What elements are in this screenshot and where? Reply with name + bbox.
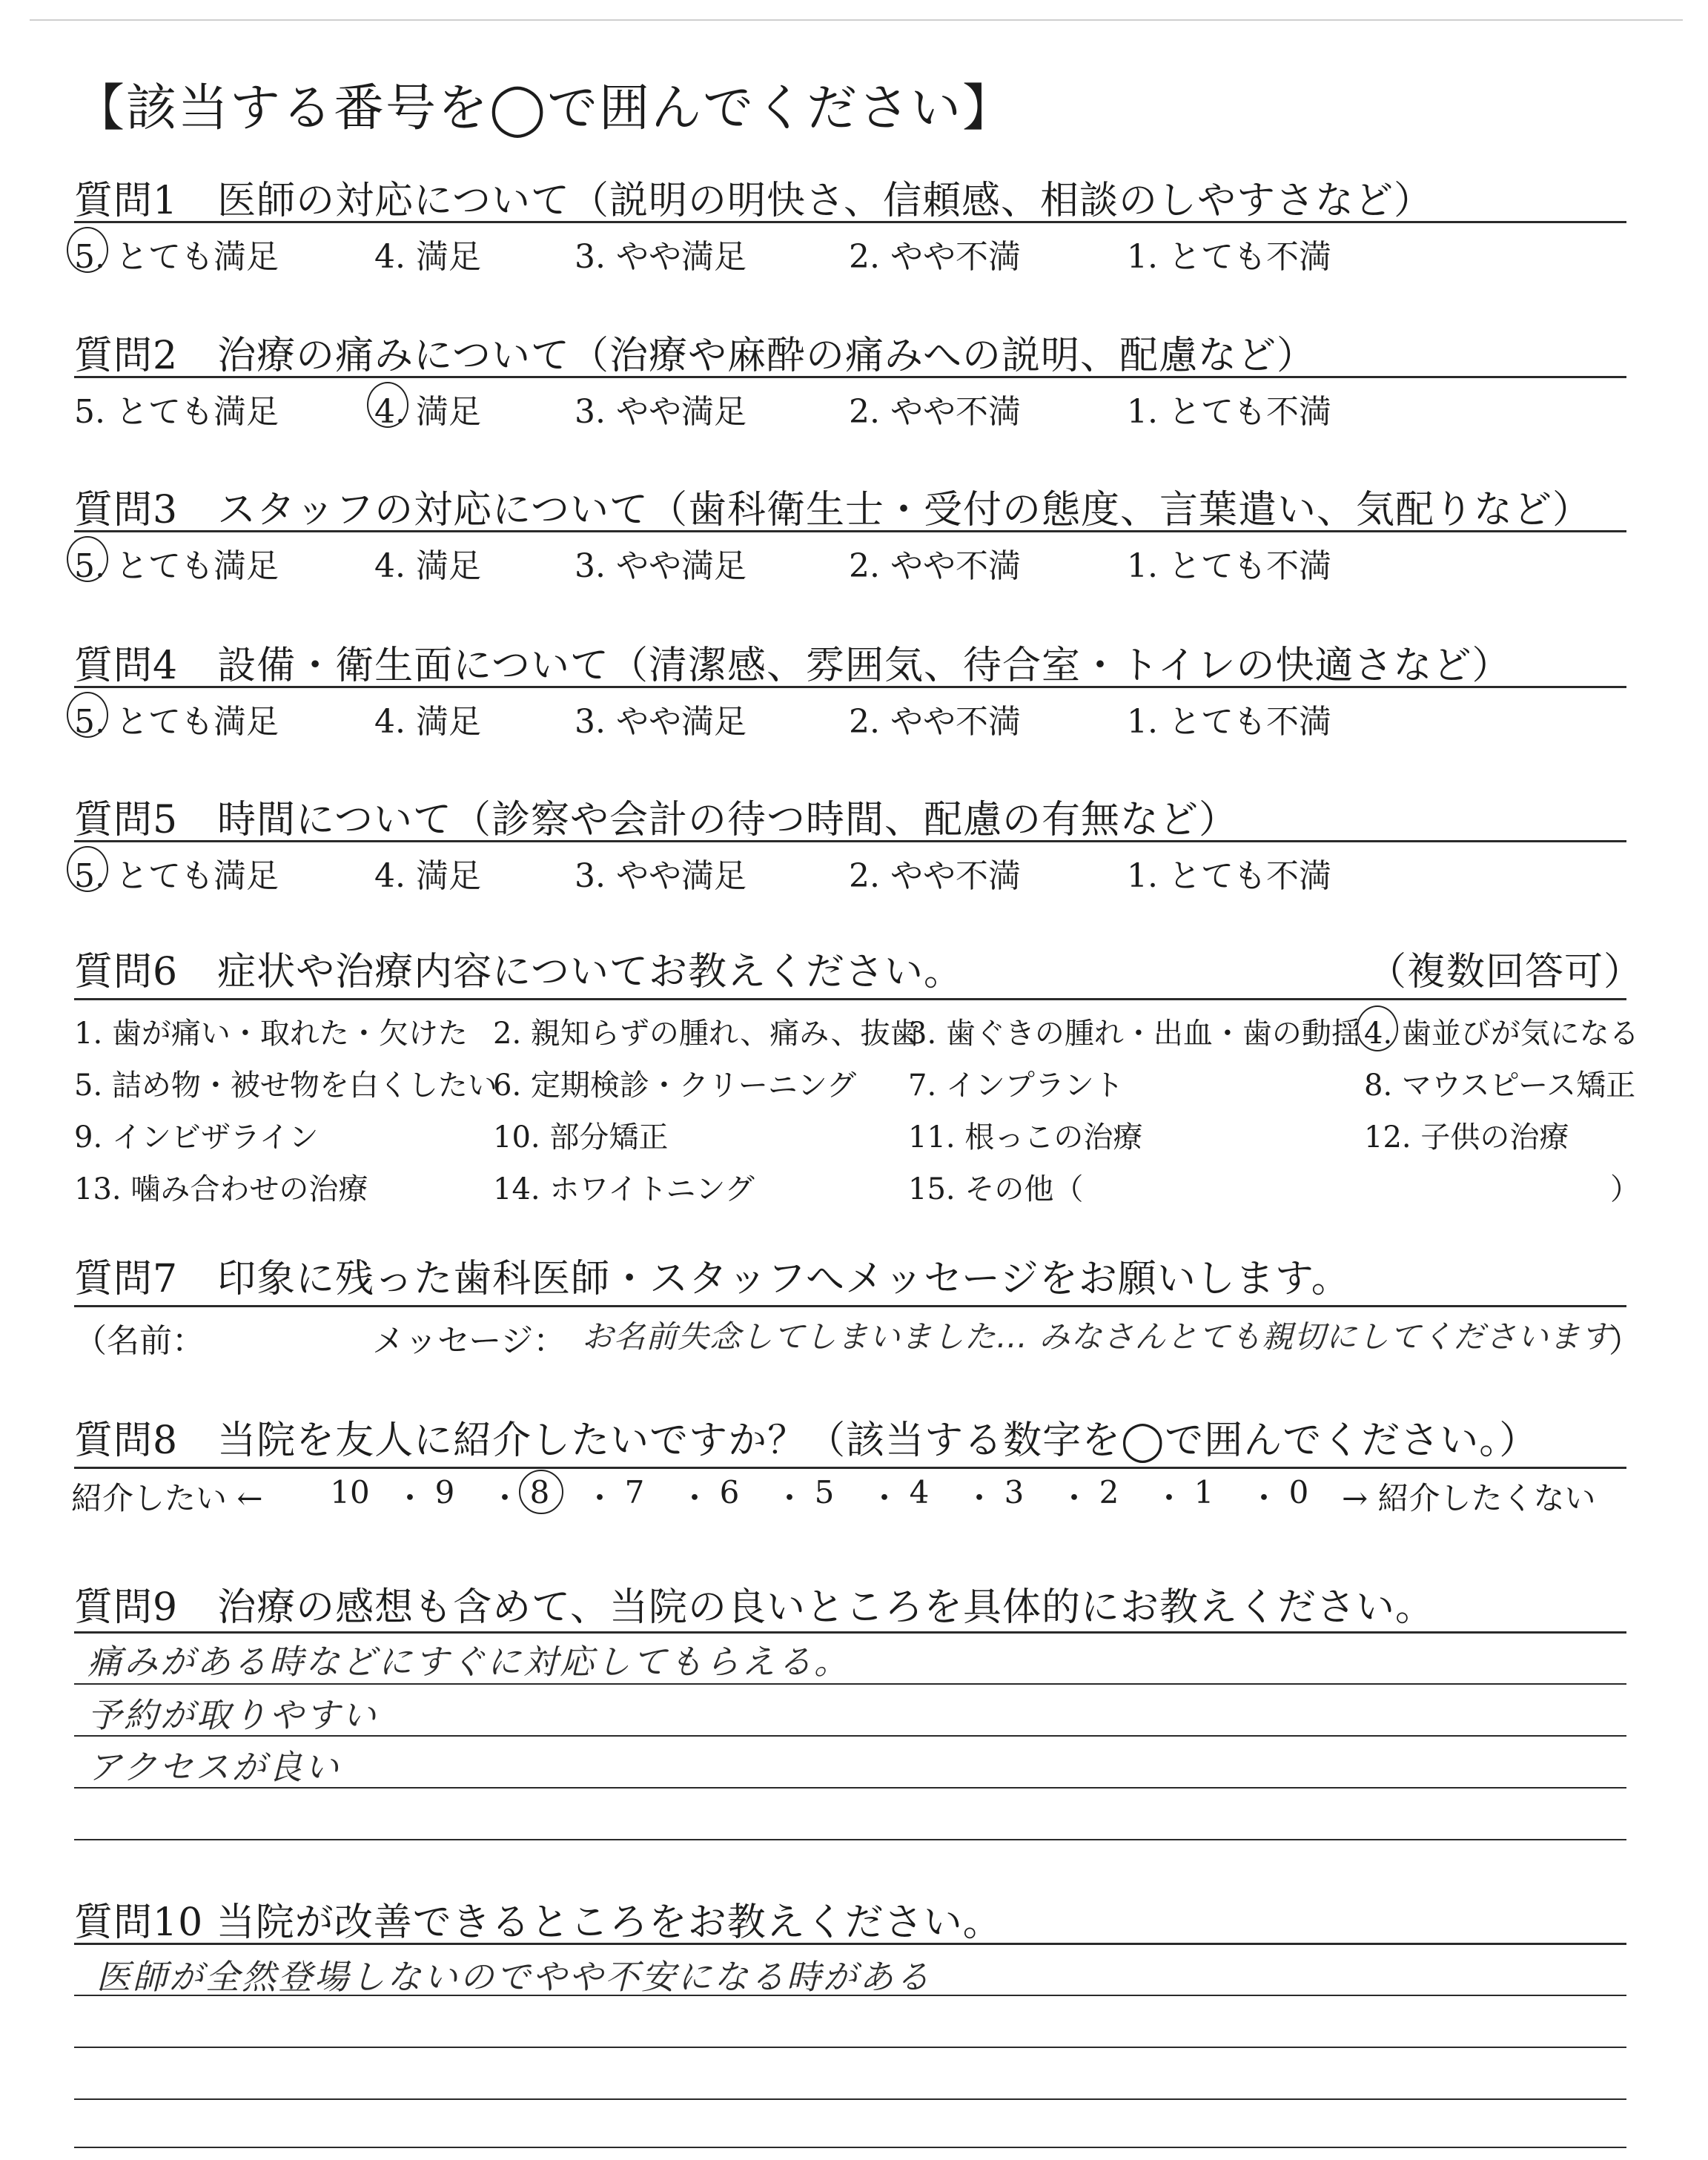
q9-line	[74, 1839, 1626, 1840]
q6-other-close: ）	[1610, 1172, 1640, 1206]
q5-option-3: 3. やや満足	[575, 857, 747, 895]
q3-option-2: 2. やや不満	[849, 547, 1021, 585]
q8-left-label: 紹介したい ←	[71, 1480, 263, 1516]
q8-scale-dot: ・	[584, 1480, 616, 1516]
q9-answer-line-3: アクセスが良い	[87, 1747, 341, 1787]
q5-rule	[74, 840, 1626, 842]
q7-rule	[74, 1305, 1626, 1307]
q6-rule	[74, 998, 1626, 1000]
q8-right-label: → 紹介したくない	[1342, 1480, 1596, 1516]
q8-scale-5: 5	[814, 1474, 835, 1510]
q4-option-5: 5. とても満足	[74, 703, 279, 741]
q8-scale-dot: ・	[679, 1480, 711, 1516]
q8-scale-7: 7	[624, 1474, 645, 1510]
q9-answer-line-1: 痛みがある時などにすぐに対応してもらえる。	[87, 1642, 850, 1682]
q3-rule	[74, 530, 1626, 532]
q1-option-3: 3. やや満足	[575, 238, 747, 276]
q2-option-4: 4. 満足	[374, 393, 481, 431]
q5-title: 質問5 時間について（診察や会計の待つ時間、配慮の有無など）	[74, 798, 1239, 842]
q10-rule	[74, 1943, 1626, 1945]
q6-item-7: 7. インプラント	[908, 1069, 1124, 1103]
q8-scale-dot: ・	[1248, 1480, 1280, 1516]
q3-selected-circle	[67, 536, 108, 582]
q6-item-5: 5. 詰め物・被せ物を白くしたい	[74, 1069, 497, 1103]
q7-title: 質問7 印象に残った歯科医師・スタッフへメッセージをお願いします。	[74, 1257, 1351, 1301]
q9-rule	[74, 1631, 1626, 1634]
form-instruction-header: 【該当する番号を◯で囲んでください】	[74, 79, 1015, 138]
q3-option-5: 5. とても満足	[74, 547, 279, 585]
q1-option-1: 1. とても不満	[1127, 238, 1331, 276]
q1-rule	[74, 221, 1626, 223]
q8-title: 質問8 当院を友人に紹介したいですか？（該当する数字を◯で囲んでください。）	[74, 1418, 1539, 1463]
q3-title: 質問3 スタッフの対応について（歯科衛生士・受付の態度、言葉遣い、気配りなど）	[74, 488, 1592, 532]
q8-scale-dot: ・	[489, 1480, 521, 1516]
q8-scale-dot: ・	[1153, 1480, 1185, 1516]
q6-item-13: 13. 噛み合わせの治療	[74, 1172, 368, 1206]
q6-item-2: 2. 親知らずの腫れ、痛み、抜歯	[493, 1017, 920, 1051]
q4-rule	[74, 686, 1626, 688]
q8-scale-9: 9	[434, 1474, 455, 1510]
q6-item-14: 14. ホワイトニング	[493, 1172, 755, 1206]
q10-line	[74, 2147, 1626, 2148]
q8-scale-2: 2	[1099, 1474, 1119, 1510]
q5-option-5: 5. とても満足	[74, 857, 279, 895]
q7-message-text: お名前失念してしまいました… みなさんとても親切にしてくださいます	[582, 1318, 1613, 1355]
q4-option-3: 3. やや満足	[575, 703, 747, 741]
q3-option-1: 1. とても不満	[1127, 547, 1331, 585]
q10-title: 質問10 当院が改善できるところをお教えください。	[74, 1900, 1002, 1945]
q2-selected-circle	[367, 382, 408, 428]
q10-answer-line-1: 医師が全然登場しないのでやや不安になる時がある	[96, 1957, 932, 1997]
q6-item-6: 6. 定期検診・クリーニング	[493, 1069, 857, 1103]
q1-selected-circle	[67, 227, 108, 273]
q2-option-3: 3. やや満足	[575, 393, 747, 431]
q6-multiple-note: （複数回答可）	[1368, 950, 1644, 994]
q8-scale-dot: ・	[964, 1480, 996, 1516]
q8-scale-dot: ・	[394, 1480, 426, 1516]
q8-scale-dot: ・	[1059, 1480, 1090, 1516]
q6-item-15: 15. その他（	[908, 1172, 1084, 1206]
q6-item-4: 4. 歯並びが気になる	[1364, 1017, 1639, 1051]
q6-item-9: 9. インビザライン	[74, 1120, 319, 1155]
q7-message-label: メッセージ：	[372, 1322, 566, 1360]
q8-rule	[74, 1467, 1626, 1469]
q9-answer-line-2: 予約が取りやすい	[87, 1695, 378, 1735]
q8-scale-10: 10	[330, 1474, 370, 1510]
q5-selected-circle	[67, 846, 108, 892]
q1-option-2: 2. やや不満	[849, 238, 1021, 276]
q4-option-2: 2. やや不満	[849, 703, 1021, 741]
q4-selected-circle	[67, 692, 108, 738]
q6-item-11: 11. 根っこの治療	[908, 1120, 1143, 1155]
q1-title: 質問1 医師の対応について（説明の明快さ、信頼感、相談のしやすさなど）	[74, 179, 1433, 223]
q4-option-4: 4. 満足	[374, 703, 481, 741]
q7-close-paren: ）	[1609, 1322, 1641, 1360]
q3-option-3: 3. やや満足	[575, 547, 747, 585]
q8-scale-0: 0	[1288, 1474, 1309, 1510]
q6-title: 質問6 症状や治療内容についてお教えください。	[74, 950, 964, 994]
q5-option-2: 2. やや不満	[849, 857, 1021, 895]
q6-item-1: 1. 歯が痛い・取れた・欠けた	[74, 1017, 468, 1051]
q4-option-1: 1. とても不満	[1127, 703, 1331, 741]
q8-selected-circle	[519, 1470, 563, 1514]
q8-scale-dot: ・	[774, 1480, 806, 1516]
q1-option-4: 4. 満足	[374, 238, 481, 276]
q6-item-12: 12. 子供の治療	[1364, 1120, 1569, 1155]
q6-selected-circle	[1357, 1005, 1398, 1051]
q2-option-5: 5. とても満足	[74, 393, 279, 431]
q2-option-1: 1. とても不満	[1127, 393, 1331, 431]
q10-line	[74, 2047, 1626, 2048]
q8-scale-1: 1	[1194, 1474, 1214, 1510]
page-top-edge	[30, 19, 1683, 21]
q8-scale-6: 6	[719, 1474, 740, 1510]
q8-scale-3: 3	[1004, 1474, 1025, 1510]
q3-option-4: 4. 満足	[374, 547, 481, 585]
q5-option-1: 1. とても不満	[1127, 857, 1331, 895]
q6-item-3: 3. 歯ぐきの腫れ・出血・歯の動揺	[908, 1017, 1361, 1051]
q4-title: 質問4 設備・衛生面について（清潔感、雰囲気、待合室・トイレの快適さなど）	[74, 644, 1512, 688]
q8-scale-dot: ・	[869, 1480, 901, 1516]
q8-scale-8: 8	[529, 1474, 550, 1510]
q6-item-10: 10. 部分矯正	[493, 1120, 669, 1155]
q7-name-label: （名前：	[74, 1322, 205, 1360]
q10-line	[74, 2098, 1626, 2100]
q2-title: 質問2 治療の痛みについて（治療や麻酔の痛みへの説明、配慮など）	[74, 334, 1317, 378]
q2-option-2: 2. やや不満	[849, 393, 1021, 431]
q1-option-5: 5. とても満足	[74, 238, 279, 276]
q5-option-4: 4. 満足	[374, 857, 481, 895]
q9-title: 質問9 治療の感想も含めて、当院の良いところを具体的にお教えください。	[74, 1585, 1435, 1630]
q6-item-8: 8. マウスピース矯正	[1364, 1069, 1636, 1103]
q2-rule	[74, 376, 1626, 378]
q8-scale-4: 4	[909, 1474, 930, 1510]
